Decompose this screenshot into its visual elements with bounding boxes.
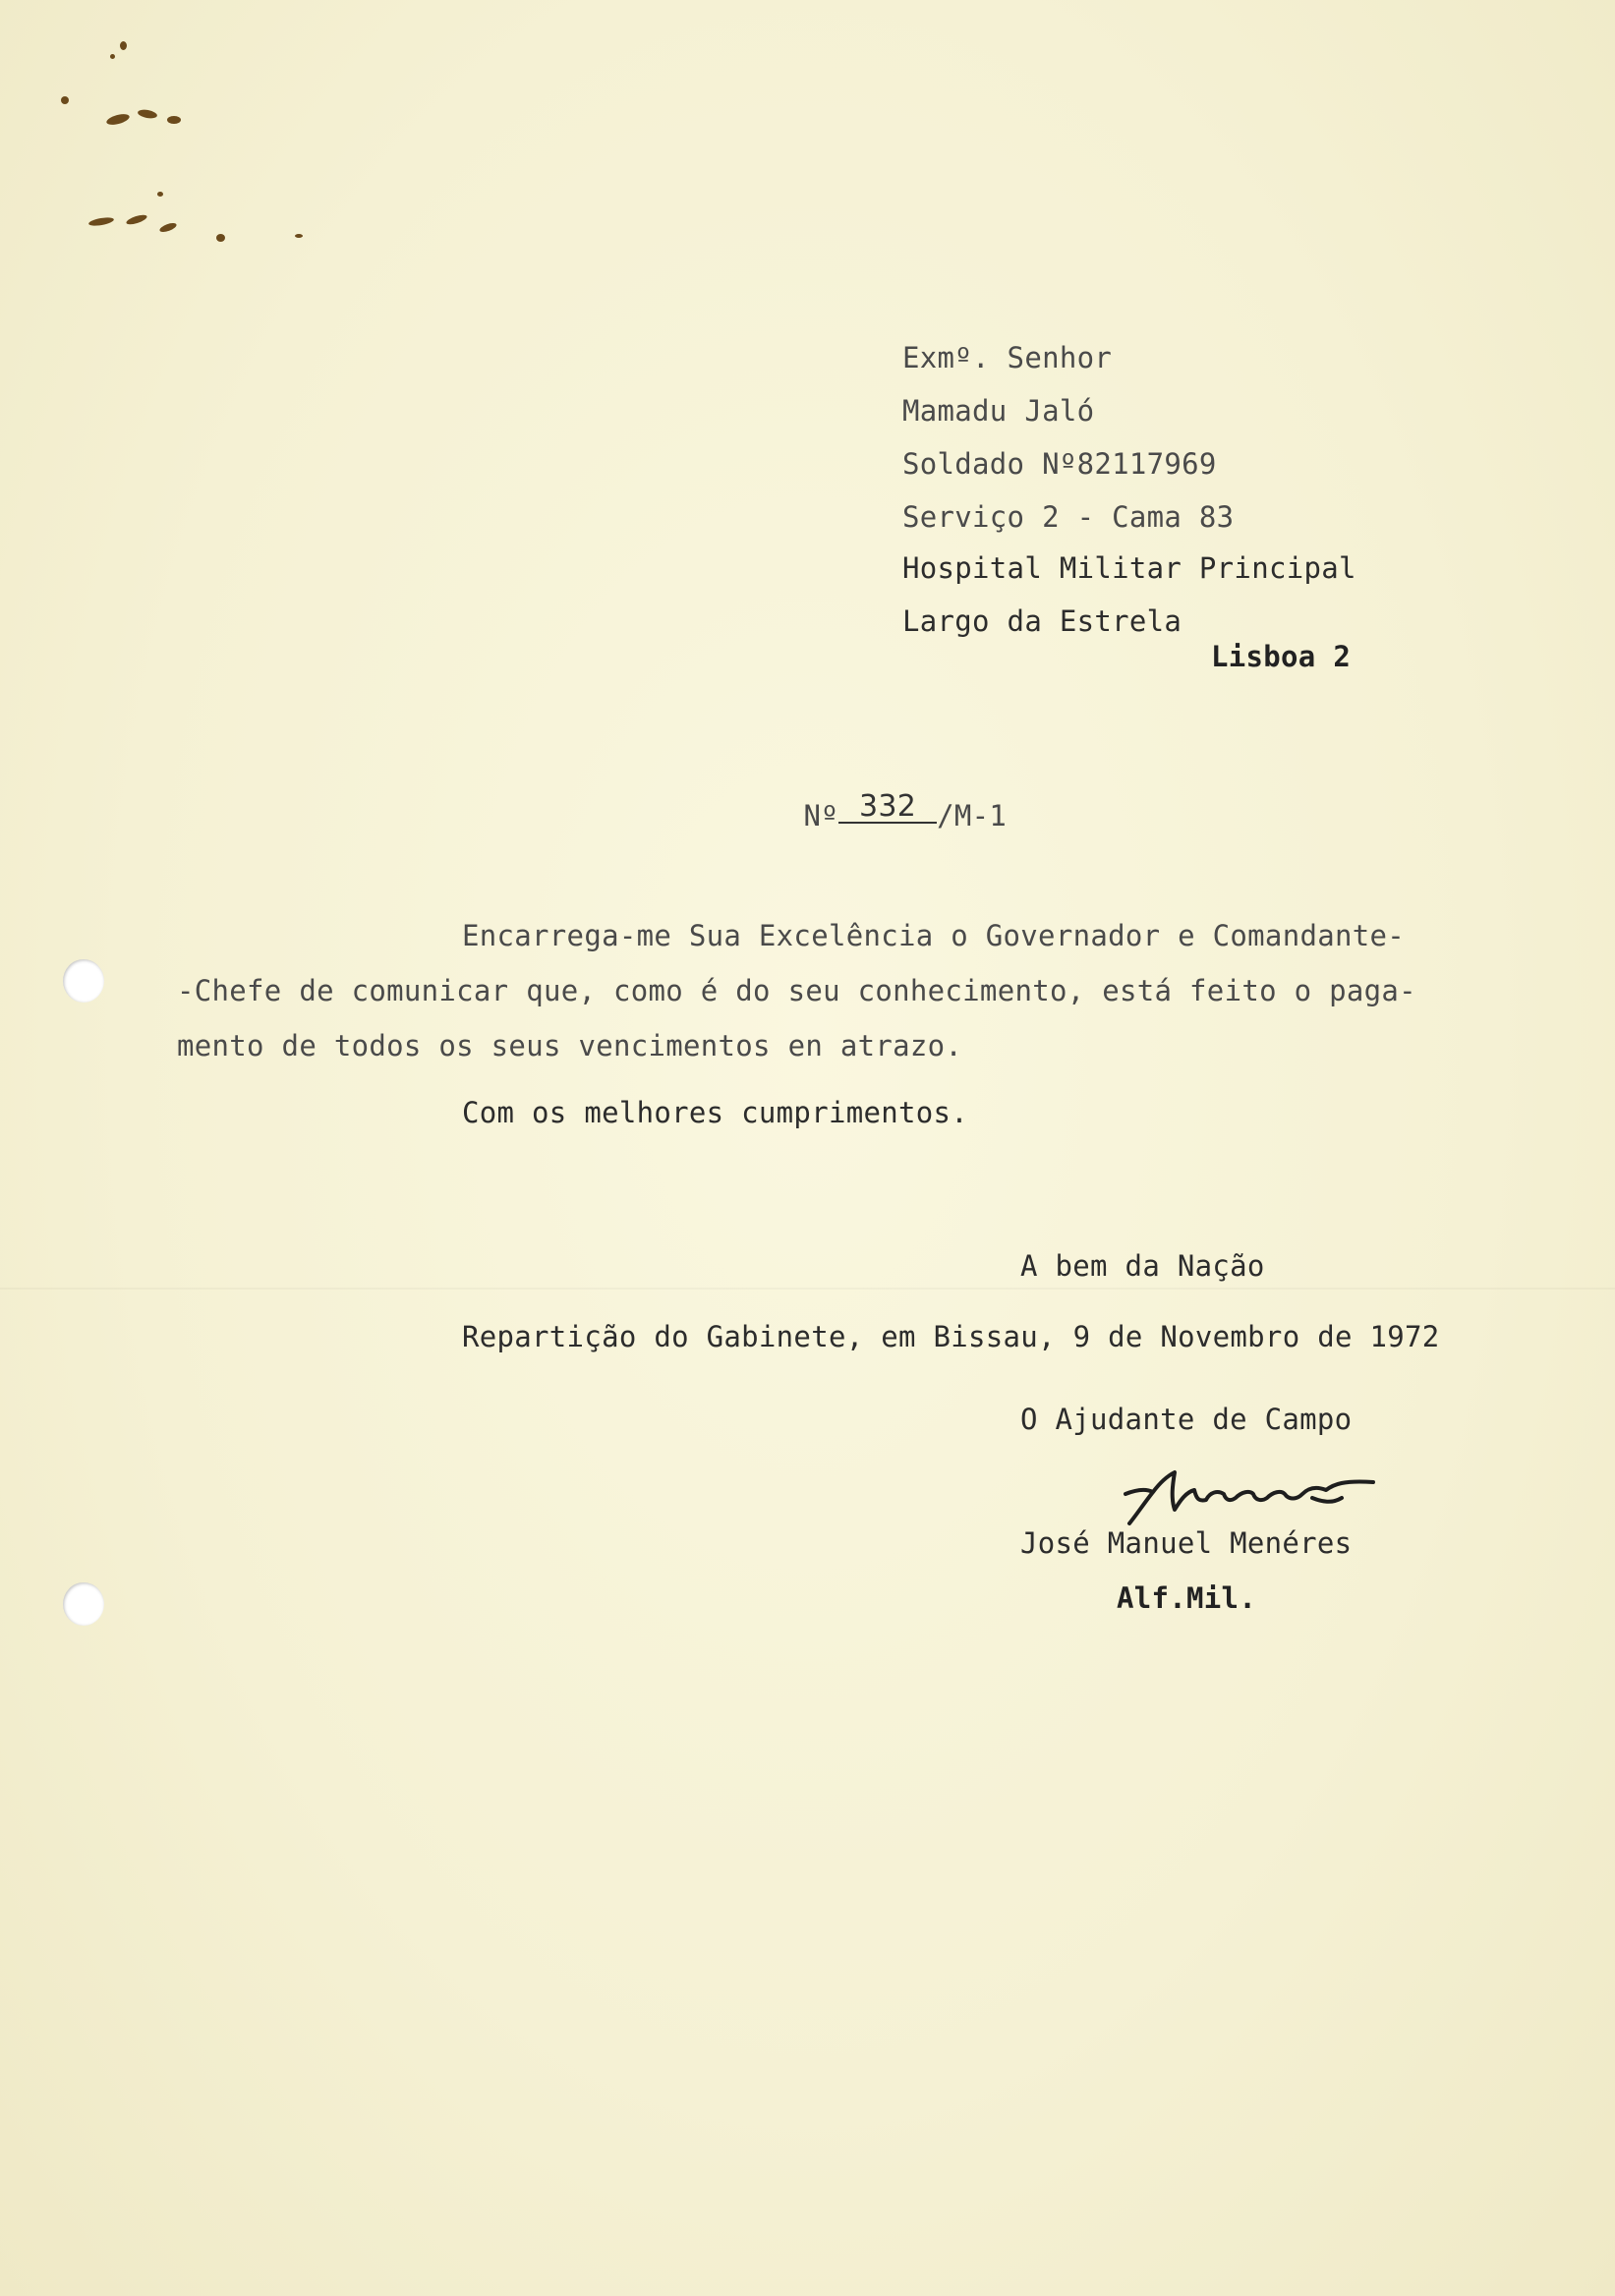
handwritten-signature: [1116, 1463, 1391, 1531]
footer-signatory: José Manuel Menéres: [1020, 1526, 1353, 1560]
address-name: Mamadu Jaló: [902, 394, 1095, 428]
body-line-3: mento de todos os seus vencimentos en atrazo.: [177, 1029, 963, 1062]
punch-hole-bottom: [63, 1582, 104, 1626]
body-line-1: Encarrega-me Sua Excelência o Governador e Comandante-: [462, 919, 1406, 952]
address-street: Largo da Estrela: [902, 604, 1182, 638]
address-rank: Soldado Nº82117969: [902, 447, 1217, 481]
footer-motto: A bem da Nação: [1020, 1249, 1265, 1283]
reference-number: 332: [838, 792, 937, 824]
paper-fold: [0, 1288, 1615, 1290]
address-hospital: Hospital Militar Principal: [902, 551, 1356, 585]
reference-suffix: /M-1: [937, 799, 1008, 832]
address-salutation: Exmº. Senhor: [902, 341, 1113, 374]
address-service: Serviço 2 - Cama 83: [902, 500, 1235, 534]
reference-prefix: Nº: [803, 799, 839, 832]
footer-place-date: Repartição do Gabinete, em Bissau, 9 de Novembro de 1972: [462, 1320, 1440, 1353]
punch-hole-top: [63, 959, 104, 1003]
address-city: Lisboa 2: [1211, 640, 1352, 673]
body-line-2: -Chefe de comunicar que, como é do seu conhecimento, está feito o paga-: [177, 974, 1416, 1007]
footer-role: O Ajudante de Campo: [1020, 1403, 1353, 1436]
footer-rank: Alf.Mil.: [1117, 1581, 1257, 1615]
body-closing: Com os melhores cumprimentos.: [462, 1096, 969, 1129]
reference: [769, 763, 1007, 833]
